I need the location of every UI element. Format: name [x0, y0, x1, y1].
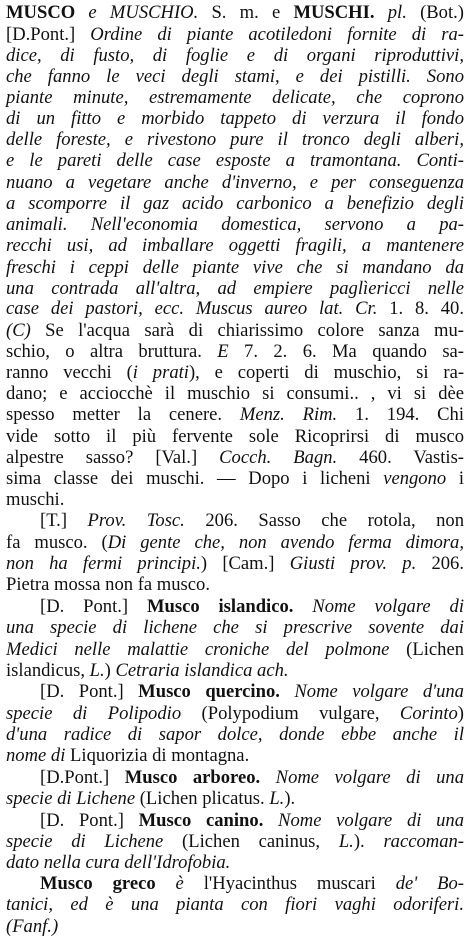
entry-header [6, 1, 464, 25]
subentry-term: Musco arboreo. [124, 767, 261, 788]
text-line [40, 509, 464, 533]
subentry-term: Musco greco [40, 873, 156, 894]
text-run: ), e coperti di muschio, si ra- [188, 362, 465, 383]
text-run: L. [89, 660, 105, 681]
text-run: (Lichen caninus, [163, 831, 339, 852]
text-run: di un fitto e morbido tappeto di verzura il fondo [6, 108, 464, 129]
subentry-term: Musco canino. [138, 810, 264, 831]
text-line [6, 403, 464, 427]
text-run: nome di [6, 745, 66, 766]
text-line [6, 787, 464, 811]
text-run: Giusti prov. p. [289, 553, 417, 574]
text-run: spesso metter la cenere. [6, 404, 240, 425]
text-run: muschi. [6, 489, 65, 510]
text-run: vide sotto il più fervente sole Ricoprirsi di musco [6, 426, 464, 447]
text-line [6, 234, 464, 258]
text-run: Medici nelle malattie croniche del polmone [6, 639, 390, 660]
subentry-term: Musco quercino. [138, 681, 280, 702]
entry-plural-form: MUSCHI. [293, 2, 375, 23]
text-run: i [446, 468, 464, 489]
text-run: è [155, 873, 204, 894]
entry-headword: MUSCO [6, 2, 76, 23]
text-line [40, 680, 464, 704]
entry-plural-abbr: pl. [374, 2, 421, 23]
text-run: 1. 194. Chi [337, 404, 465, 425]
text-run: de' Bo- [395, 873, 464, 894]
entry-variants: e MUSCHIO. [75, 2, 212, 23]
text-run: dano; e acciocchè il muschio si consumi.. , vi si dèe [6, 383, 464, 404]
text-run: Prov. Tosc. [87, 510, 185, 531]
text-run: E [217, 341, 229, 362]
text-run: islandicus, [6, 660, 90, 681]
text-run: [D. Pont.] [40, 596, 147, 617]
text-run: non ha fermi principi. [6, 553, 201, 574]
text-run: [T.] [40, 510, 88, 531]
text-run: vengono [383, 468, 447, 489]
text-run: Di gente che, non avendo ferma dimora, [107, 532, 464, 553]
text-run: [D.Pont.] [40, 767, 125, 788]
text-run: Nome volgare di una [260, 767, 464, 788]
text-run: raccoman- [383, 831, 464, 852]
text-run: 7. 2. 6. Ma quando sa- [228, 341, 464, 362]
text-run: [D.Pont.] [6, 24, 91, 45]
text-line [6, 893, 464, 917]
text-line [6, 616, 464, 640]
text-run: ) [104, 660, 116, 681]
text-line [6, 915, 464, 939]
text-run: ranno vecchi ( [6, 362, 133, 383]
text-line [6, 573, 464, 597]
text-run: specie di Polipodio [6, 703, 182, 724]
text-run: tanici, ed è una pianta con fiori vaghi odoriferi. [6, 894, 464, 915]
text-run: recchi usi, ad imballare oggetti fragili, a mantenere [6, 235, 464, 256]
text-run: specie di Lichene [6, 788, 136, 809]
text-run: L. [338, 831, 354, 852]
text-run: Pietra mossa non fa musco. [6, 574, 210, 595]
text-run: ). [284, 788, 296, 809]
text-run: 206. [416, 553, 464, 574]
text-run: dato nella cura dell'Idrofobia. [6, 852, 231, 873]
text-run: (Fanf.) [6, 916, 59, 937]
text-run: (Lichen plicatus. [135, 788, 270, 809]
text-run: Cocch. Bagn. [219, 447, 338, 468]
text-run: l'Hyacinthus muscari [203, 873, 396, 894]
text-run: case dei pastori, ecc. Muscus aureo lat. Cr. [6, 298, 378, 319]
text-run: Se l'acqua sarà di chiarissimo colore sanza mu- [30, 320, 464, 341]
text-line [6, 744, 464, 768]
text-run: ) [Cam.] [200, 553, 290, 574]
text-run: i prati [132, 362, 189, 383]
text-run: (C) [6, 320, 31, 341]
text-run: Ordine di piante acotiledoni fornite di ra- [90, 24, 464, 45]
text-run: freschi i ceppi delle piante vive che si mandano da [6, 257, 464, 278]
text-run: animali. Nell'economia domestica, servono a pa- [6, 214, 464, 235]
text-run: (Lichen [389, 639, 464, 660]
text-run: Corinto [399, 703, 458, 724]
text-run: specie di Lichene [6, 831, 164, 852]
text-run: nuano a vegetare anche d'inverno, e per conseguenza [6, 172, 464, 193]
text-run: una specie di lichene che si prescrive sovente dai [6, 617, 464, 638]
text-run: ). [353, 831, 384, 852]
text-run: [D. Pont.] [40, 810, 139, 831]
text-run: Liquorizia di montagna. [65, 745, 250, 766]
entry-domain: (Bot.) [420, 2, 464, 23]
text-run: Cetraria islandica ach. [115, 660, 289, 681]
text-run: fa musco. ( [6, 532, 108, 553]
text-run: Nome volgare di una [263, 810, 465, 831]
text-run: schio, o altra bruttura. [6, 341, 218, 362]
text-run: L. [269, 788, 285, 809]
text-run: una contrada all'altra, ad empiere paglìericci nelle [6, 278, 464, 299]
text-run: Menz. Rim. [239, 404, 338, 425]
text-run: d'una radice di sapor dolce, donde ebbe anche il [6, 724, 464, 745]
text-run: [D. Pont.] [40, 681, 139, 702]
text-run: 1. 8. 40. [377, 298, 464, 319]
text-run: 206. Sasso che rotola, non [184, 510, 465, 531]
subentry-term: Musco islandico. [146, 596, 294, 617]
text-run: dice, di fusto, di foglie e di organi riproduttivi, [6, 45, 464, 66]
text-line [6, 149, 464, 173]
text-run: 460. Vastis- [337, 447, 464, 468]
text-run: Nome volgare d'una [279, 681, 464, 702]
text-line [6, 297, 464, 321]
text-run: delle foreste, e rivestono pure il tronco degli alberi, [6, 129, 464, 150]
text-run: piante minute, estremamente delicate, che coprono [6, 87, 464, 108]
text-run: (Polypodium vulgare, [181, 703, 400, 724]
entry-gram: S. m. e [211, 2, 294, 23]
text-run: che fanno le veci degli stami, e dei pistilli. Sono [6, 66, 464, 87]
text-run: ) [457, 703, 464, 724]
text-run: e le pareti delle case esposte a tramontana. Conti- [6, 150, 464, 171]
text-run: a scomporre il gaz acido carbonico a benefizio degli [6, 193, 464, 214]
text-run: alpestre sasso? [Val.] [6, 447, 220, 468]
text-run: sima classe dei muschi. — Dopo i licheni [6, 468, 384, 489]
text-run: Nome volgare di [293, 596, 464, 617]
